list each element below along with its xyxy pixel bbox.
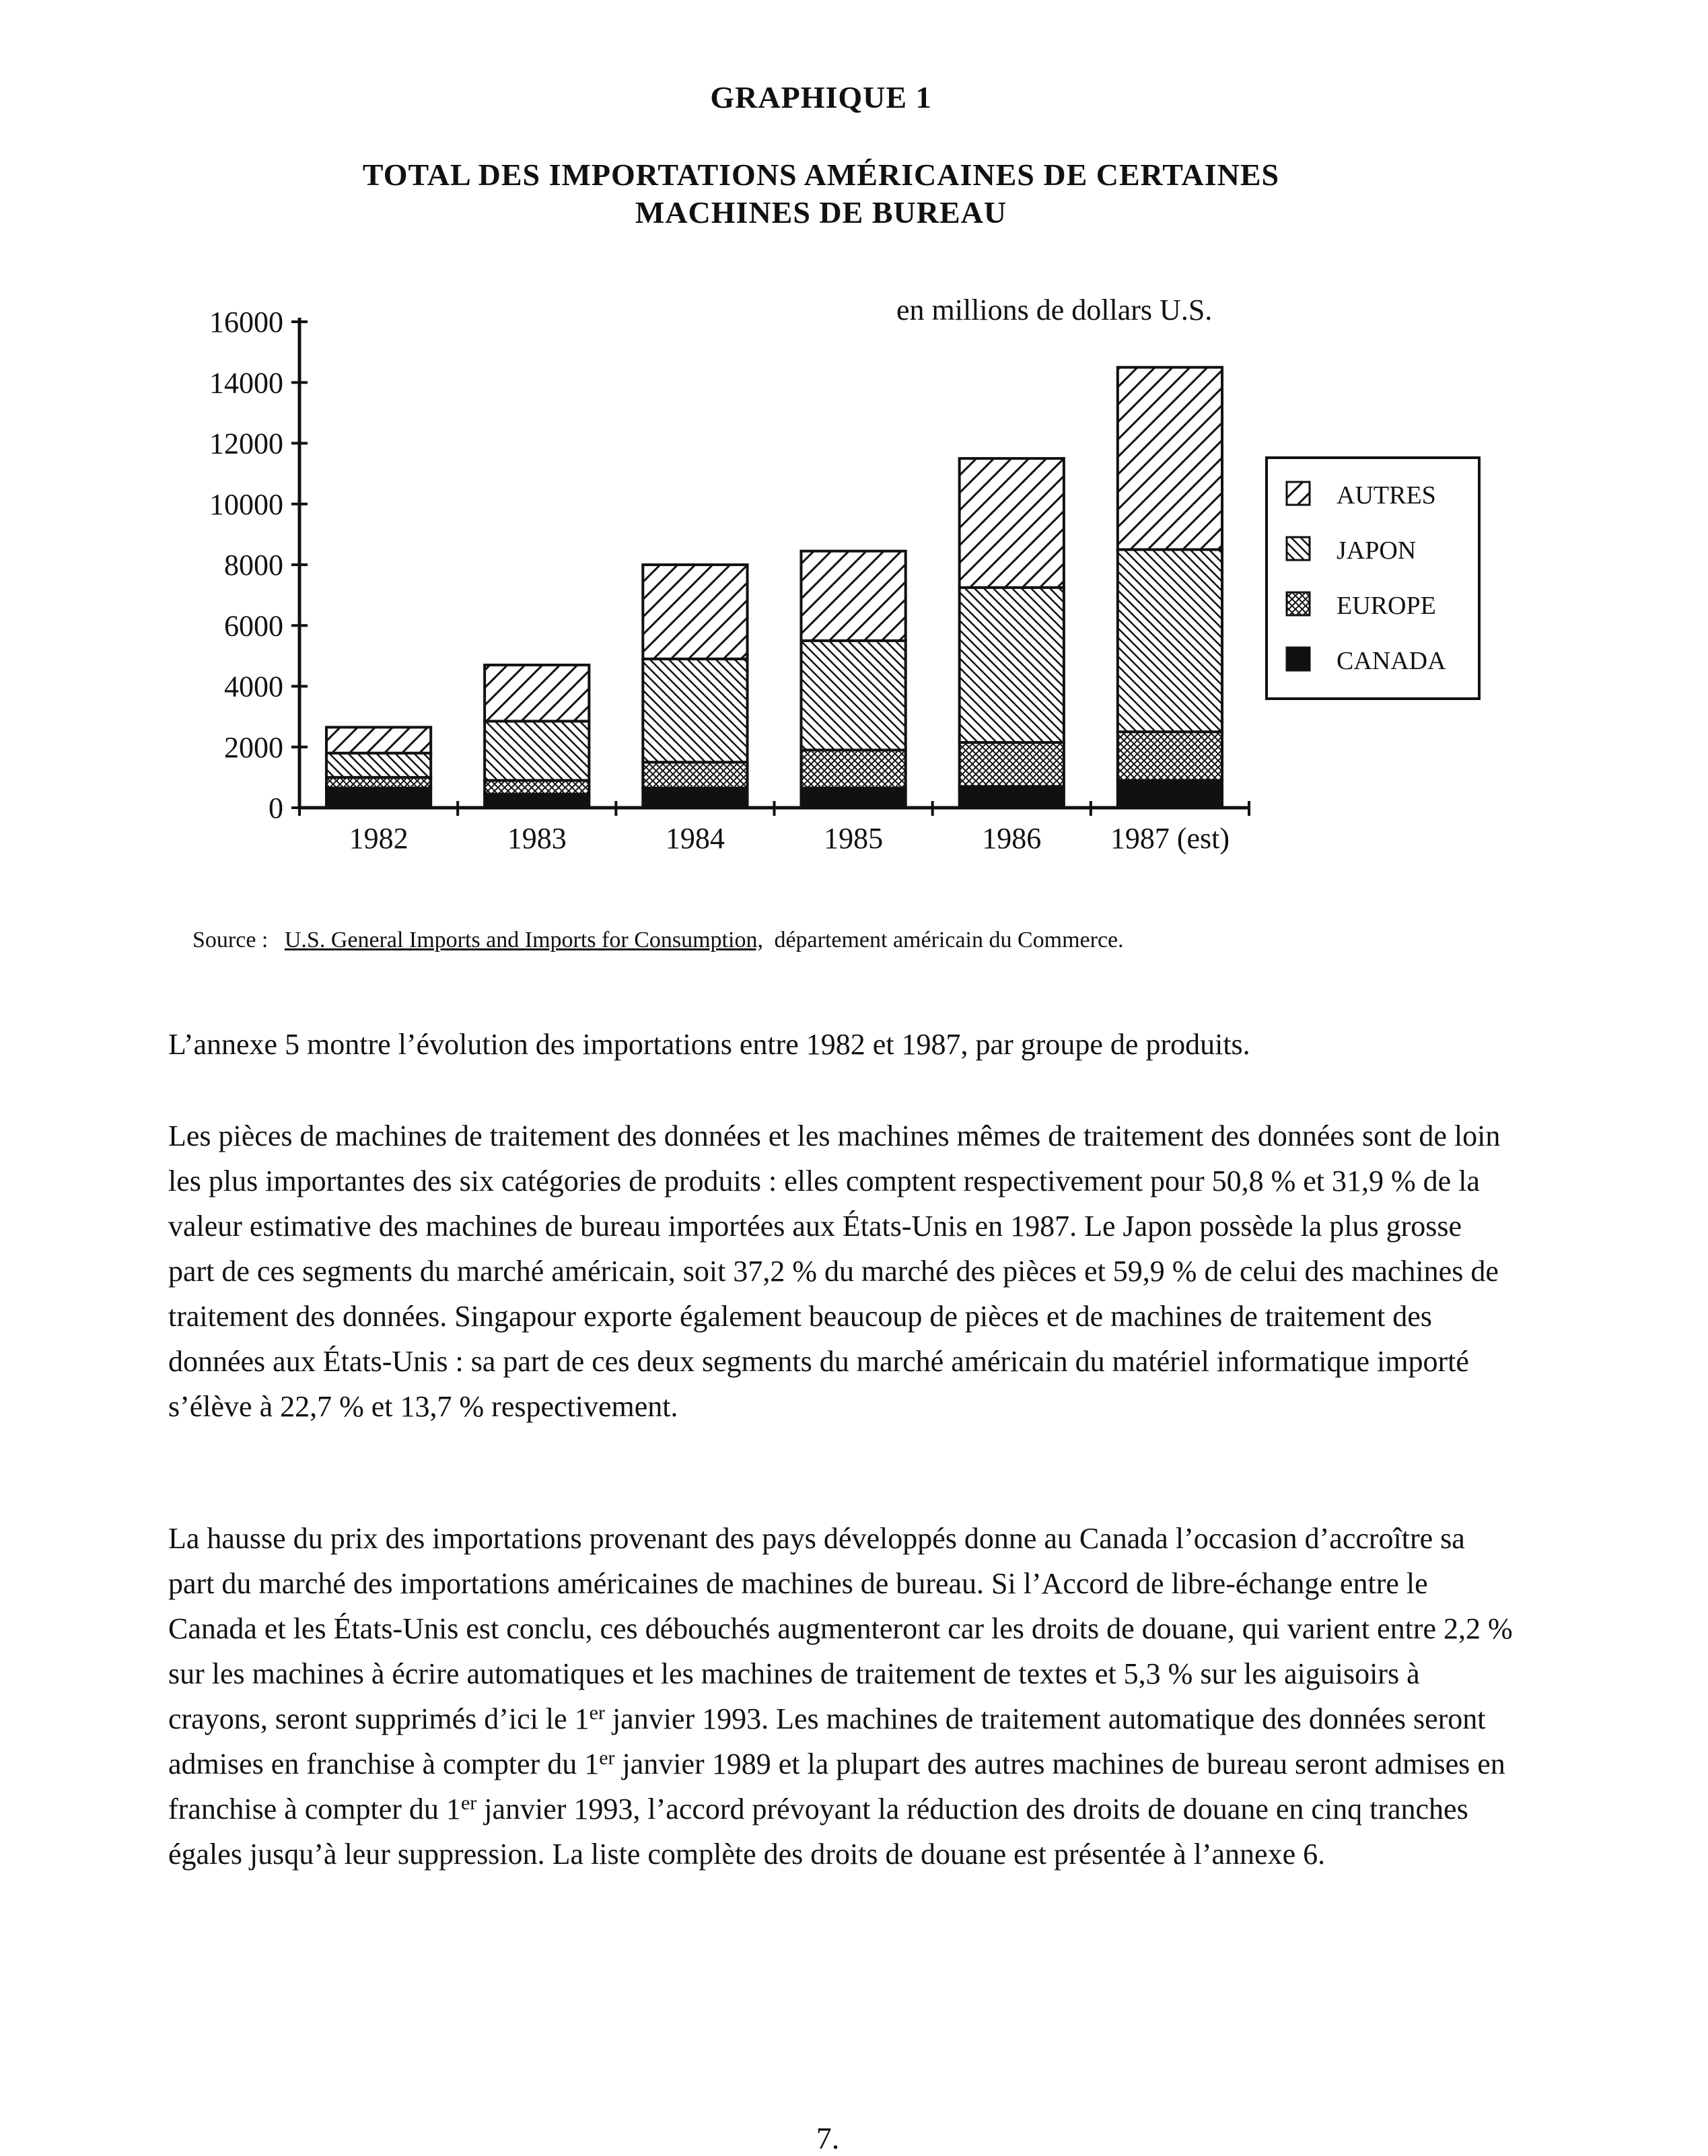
bar-segment-canada-1984 (643, 788, 747, 808)
page-number: 7. (816, 2121, 840, 2155)
paragraph-2: Les pièces de machines de traitement des données et les machines mêmes de traitement des données sont de loin les plus importantes des six catégories de produits : elles comptent respectivement pour 50,8 % et 31,9 % de la valeur estimative des machines de bureau importées aux États-Unis en 1987. Le Japon possède la plus grosse part de ces segments du marché américain, soit 37,2 % du marché des pièces et 59,9 % de celui des machines de traitement des données. Singapour exporte également beaucoup de pièces et de machines de traitement des données aux États-Unis : sa part de ces deux segments du marché américain du matériel informatique importé s’élève à 22,7 % et 13,7 % respectivement. (168, 1119, 1501, 1423)
bar-segment-autres-1985 (801, 551, 905, 641)
bar-segment-autres-1983 (485, 665, 589, 721)
bar-segment-canada-1986 (960, 786, 1064, 808)
bar-segment-europe-1986 (960, 742, 1064, 786)
y-tick-label: 6000 (224, 609, 283, 643)
bar-segment-europe-1985 (801, 750, 905, 788)
x-axis (299, 801, 1249, 855)
legend-swatch-europe (1287, 592, 1310, 615)
legend-swatch-japon (1287, 537, 1310, 560)
bar-segment-canada-1985 (801, 788, 905, 808)
x-tick-label: 1982 (349, 822, 408, 855)
legend-swatch-canada (1287, 648, 1310, 670)
paragraph-3-part-b: janvier 1993. Les machines de traitement automatique des données seront admises en franchise à compter du 1 (168, 1702, 1486, 1780)
legend-label-europe: EUROPE (1337, 592, 1436, 620)
bar-segment-canada-1983 (485, 794, 589, 808)
x-tick-label: 1983 (507, 822, 567, 855)
bar-segment-europe-1984 (643, 762, 747, 788)
bar-segment-japon-1984 (643, 659, 747, 762)
legend-swatch-autres (1287, 482, 1310, 505)
bar-segment-canada-1987-est (1118, 780, 1222, 808)
bar-segment-europe-1987-est (1118, 732, 1222, 780)
y-tick-label: 2000 (224, 730, 283, 764)
y-tick-label: 16000 (209, 306, 283, 339)
paragraph-3-part-a: La hausse du prix des importations provenant des pays développés donne au Canada l’occasion d’accroître sa part du marché des importations américaines de machines de bureau. Si l’Accord de libre-échange entre le Canada et les États-Unis est conclu, ces débouchés augmenteront car les droits de douane, qui varient entre 2,2 % sur les machines à écrire automatiques et les machines de traitement de textes et 5,3 % sur les aiguisoirs à crayons, seront supprimés d’ici le 1 (168, 1522, 1513, 1735)
chart-units-label: en millions de dollars U.S. (896, 293, 1213, 326)
bar-segment-autres-1984 (643, 565, 747, 659)
paragraph-1: L’annexe 5 montre l’évolution des importations entre 1982 et 1987, par groupe de produits. (168, 1028, 1250, 1061)
x-tick-label: 1985 (824, 822, 884, 855)
bar-segment-japon-1982 (326, 753, 431, 777)
y-tick-label: 10000 (209, 487, 283, 521)
source-line (192, 928, 1124, 953)
x-tick-label: 1984 (665, 822, 725, 855)
superscript-er: er (599, 1747, 615, 1769)
x-tick-label: 1986 (982, 822, 1042, 855)
source-rest: département américain du Commerce. (774, 928, 1124, 952)
bar-segment-europe-1982 (326, 777, 431, 788)
bar-segment-japon-1983 (485, 721, 589, 780)
bar-segment-canada-1982 (326, 788, 431, 808)
bar-segment-japon-1987-est (1118, 549, 1222, 732)
chart-title-line2: MACHINES DE BUREAU (635, 195, 1007, 230)
bar-segment-autres-1987-est (1118, 368, 1222, 550)
y-tick-label: 0 (269, 792, 283, 825)
legend-label-canada: CANADA (1337, 647, 1446, 675)
legend-label-japon: JAPON (1337, 536, 1417, 565)
y-tick-label: 4000 (224, 670, 283, 703)
superscript-er: er (460, 1792, 477, 1814)
paragraph-3-part-d: janvier 1993, l’accord prévoyant la réduction des droits de douane en cinq tranches égales jusqu’à leur suppression. La liste complète des droits de douane est présentée à l’annexe 6. (168, 1793, 1468, 1871)
paragraph-3-part-c: janvier 1989 et la plupart des autres machines de bureau seront admises en franchise à compter du 1 (168, 1747, 1505, 1825)
y-axis-ticks (209, 306, 308, 825)
y-tick-label: 8000 (224, 549, 283, 582)
graph-label: GRAPHIQUE 1 (710, 80, 932, 114)
bar-segment-autres-1982 (326, 727, 431, 753)
stacked-bar-chart (0, 0, 1708, 915)
source-link[interactable]: U.S. General Imports and Imports for Consumption, (284, 928, 763, 952)
legend-label-autres: AUTRES (1337, 481, 1436, 510)
y-tick-label: 14000 (209, 366, 283, 400)
bars (326, 368, 1222, 808)
paragraph-3 (168, 1516, 1514, 1877)
x-tick-label: 1987 (est) (1110, 822, 1230, 855)
y-tick-label: 12000 (209, 427, 283, 460)
bar-segment-autres-1986 (960, 458, 1064, 588)
superscript-er: er (589, 1702, 605, 1724)
bar-segment-japon-1986 (960, 588, 1064, 742)
chart-title-line1: TOTAL DES IMPORTATIONS AMÉRICAINES DE CERTAINES (362, 158, 1280, 192)
chart-legend (1267, 458, 1479, 699)
source-label: Source : (192, 928, 269, 952)
bar-segment-japon-1985 (801, 641, 905, 750)
bar-segment-europe-1983 (485, 780, 589, 794)
